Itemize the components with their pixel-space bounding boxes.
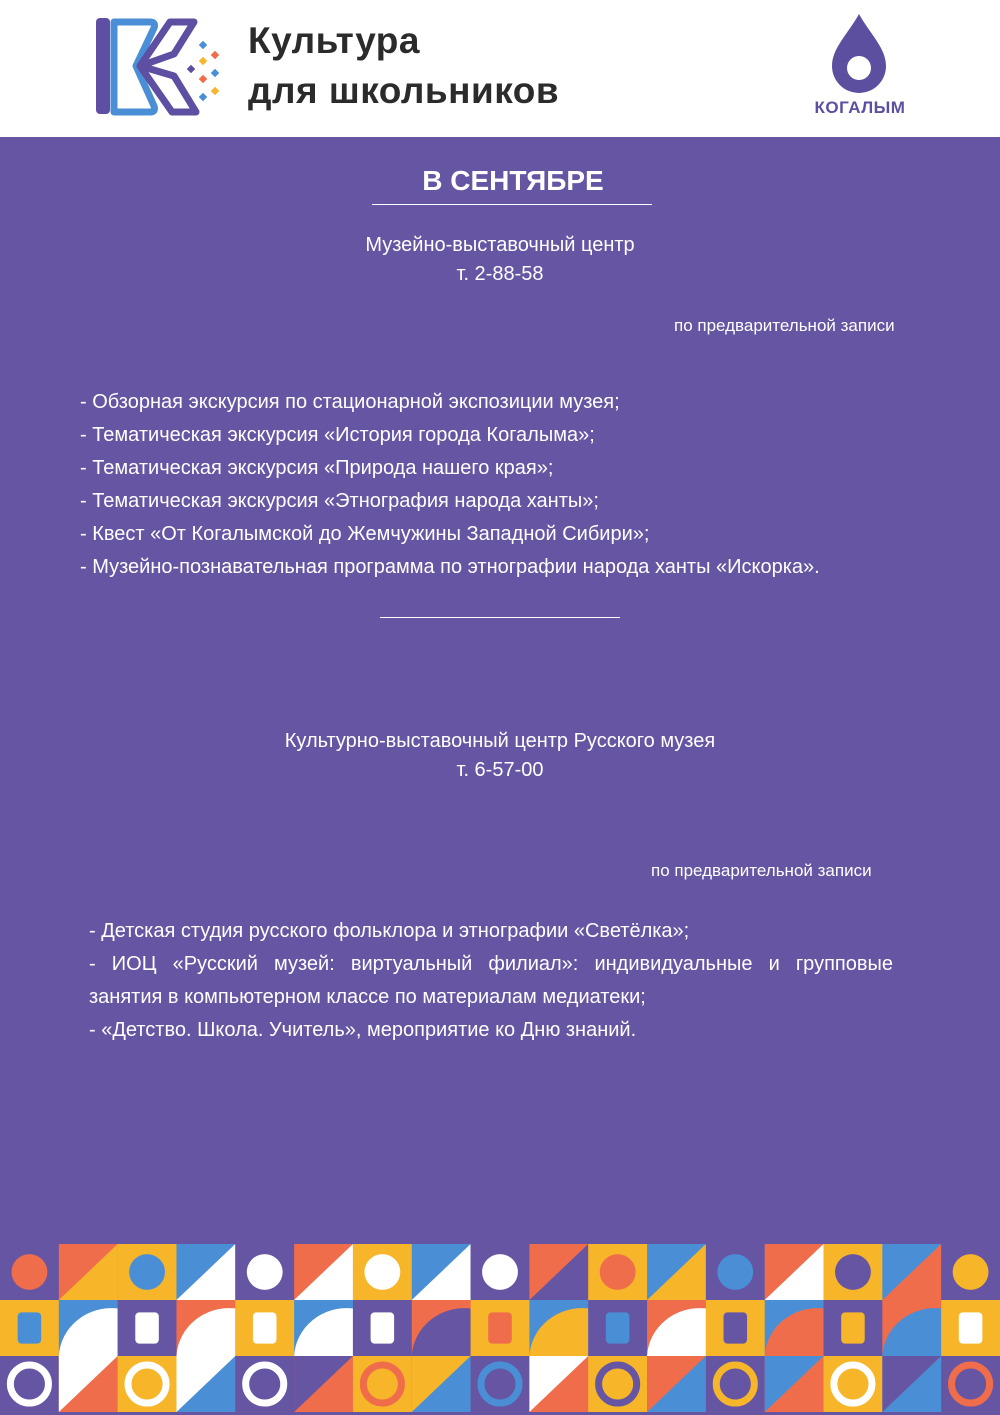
brand-line-1: Культура <box>248 20 420 61</box>
section1-list <box>80 386 820 584</box>
city-logo-text: КОГАЛЫМ <box>814 98 906 117</box>
list-item: - Тематическая экскурсия «История города Когалыма»; <box>80 424 595 446</box>
section2-phone: т. 6-57-00 <box>456 759 544 781</box>
section2-note: по предварительной записи <box>651 861 872 880</box>
section-divider <box>380 617 620 618</box>
list-item: - Тематическая экскурсия «Природа нашего края»; <box>80 457 554 479</box>
list-item: - «Детство. Школа. Учитель», мероприятие ко Дню знаний. <box>89 1019 637 1041</box>
title-underline <box>372 204 652 205</box>
list-item: - Детская студия русского фольклора и этнографии «Светёлка»; <box>89 920 690 942</box>
culture-k-logo-icon <box>92 14 232 119</box>
section2-list <box>89 915 893 1047</box>
list-item: - Тематическая экскурсия «Этнография народа ханты»; <box>80 490 599 512</box>
list-item-continuation: занятия в компьютерном классе по материалам медиатеки; <box>89 986 646 1008</box>
drop-icon <box>828 12 890 94</box>
main-content <box>0 137 1000 1415</box>
decorative-pattern <box>0 1244 1000 1412</box>
list-item: - Музейно-познавательная программа по этнографии народа ханты «Искорка». <box>80 556 820 578</box>
list-item: - Обзорная экскурсия по стационарной экспозиции музея; <box>80 391 620 413</box>
section2-header <box>0 727 1000 785</box>
section1-phone: т. 2-88-58 <box>456 263 544 285</box>
section2-org: Культурно-выставочный центр Русского музея <box>284 730 716 752</box>
brand-line-2: для школьников <box>248 70 560 111</box>
section1-org: Музейно-выставочный центр <box>365 234 635 256</box>
list-item: - Квест «От Когалымской до Жемчужины Западной Сибири»; <box>80 523 650 545</box>
list-item: - ИОЦ «Русский музей: виртуальный филиал»: индивидуальные и групповые <box>89 953 893 975</box>
brand-title <box>248 16 559 116</box>
page-header <box>0 0 1000 137</box>
section1-note: по предварительной записи <box>674 316 895 335</box>
page-title: В СЕНТЯБРЕ <box>422 165 604 196</box>
section1-header <box>0 231 1000 289</box>
